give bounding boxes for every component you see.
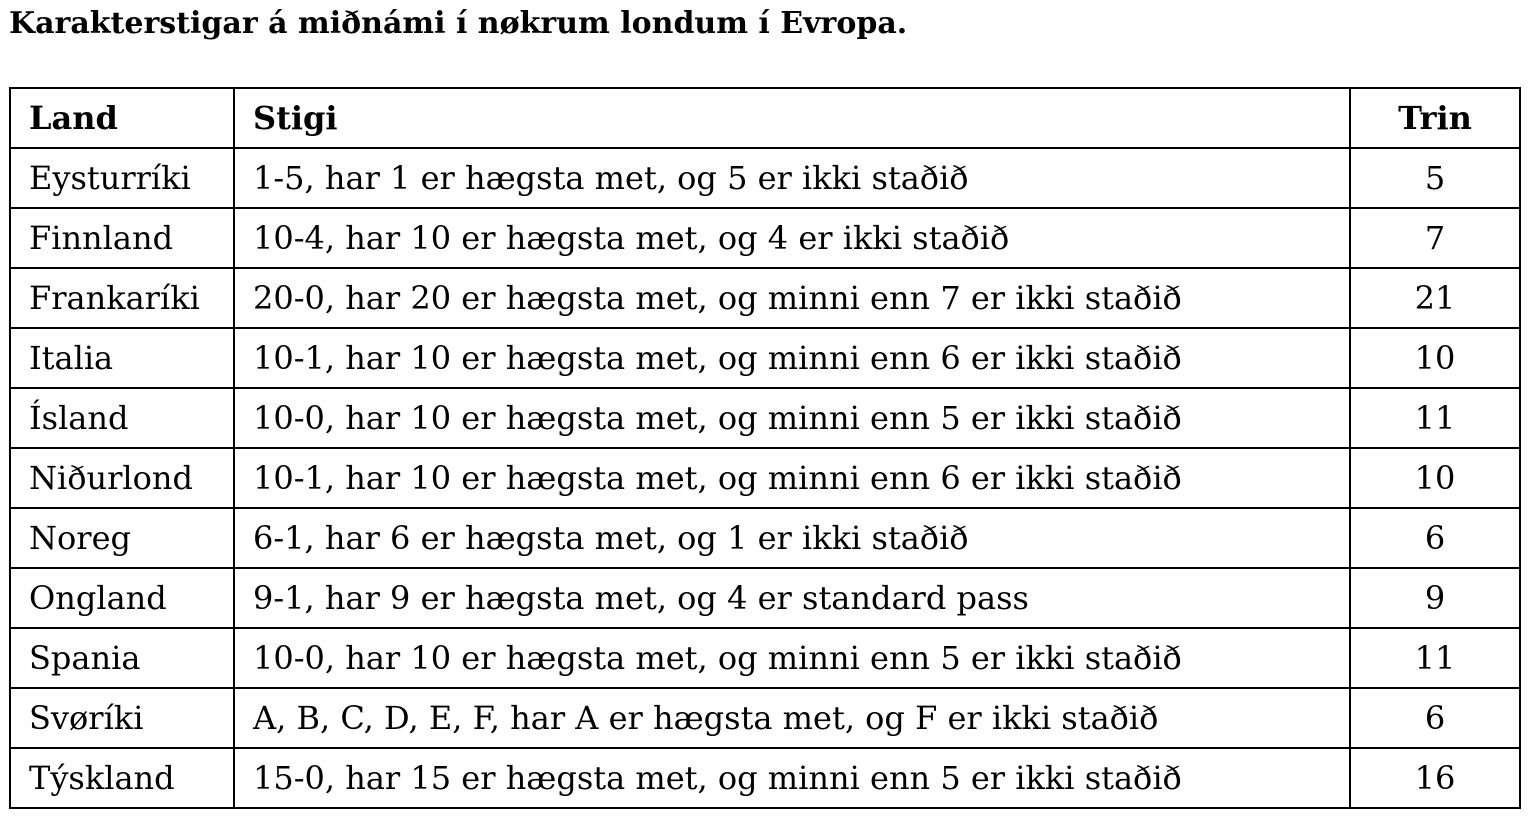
table-row bbox=[10, 268, 1520, 328]
cell-trin: 10 bbox=[1350, 448, 1520, 508]
header-land: Land bbox=[10, 88, 234, 148]
table-row bbox=[10, 508, 1520, 568]
table-row bbox=[10, 388, 1520, 448]
table-row bbox=[10, 568, 1520, 628]
table-header bbox=[10, 88, 1520, 148]
cell-trin: 11 bbox=[1350, 628, 1520, 688]
table-row bbox=[10, 688, 1520, 748]
header-stigi: Stigi bbox=[234, 88, 1350, 148]
table-row bbox=[10, 328, 1520, 388]
header-trin: Trin bbox=[1350, 88, 1520, 148]
cell-trin: 9 bbox=[1350, 568, 1520, 628]
table-row bbox=[10, 208, 1520, 268]
cell-stigi: 20-0, har 20 er hægsta met, og minni enn 7 er ikki staðið bbox=[234, 268, 1350, 328]
table-row bbox=[10, 448, 1520, 508]
cell-land: Spania bbox=[10, 628, 234, 688]
cell-stigi: 10-0, har 10 er hægsta met, og minni enn 5 er ikki staðið bbox=[234, 628, 1350, 688]
cell-stigi: 10-1, har 10 er hægsta met, og minni enn 6 er ikki staðið bbox=[234, 328, 1350, 388]
cell-trin: 21 bbox=[1350, 268, 1520, 328]
cell-land: Frankaríki bbox=[10, 268, 234, 328]
table-row bbox=[10, 628, 1520, 688]
cell-land: Finnland bbox=[10, 208, 234, 268]
cell-stigi: 10-4, har 10 er hægsta met, og 4 er ikki staðið bbox=[234, 208, 1350, 268]
cell-stigi: 15-0, har 15 er hægsta met, og minni enn 5 er ikki staðið bbox=[234, 748, 1350, 808]
cell-trin: 6 bbox=[1350, 688, 1520, 748]
cell-land: Italia bbox=[10, 328, 234, 388]
cell-trin: 5 bbox=[1350, 148, 1520, 208]
cell-trin: 11 bbox=[1350, 388, 1520, 448]
document-title: Karakterstigar á miðnámi í nøkrum londum í Evropa. bbox=[9, 6, 908, 41]
cell-land: Týskland bbox=[10, 748, 234, 808]
table-body bbox=[10, 148, 1520, 808]
cell-trin: 10 bbox=[1350, 328, 1520, 388]
header-row bbox=[10, 88, 1520, 148]
cell-trin: 6 bbox=[1350, 508, 1520, 568]
cell-stigi: 6-1, har 6 er hægsta met, og 1 er ikki staðið bbox=[234, 508, 1350, 568]
cell-land: Ongland bbox=[10, 568, 234, 628]
cell-stigi: A, B, C, D, E, F, har A er hægsta met, og F er ikki staðið bbox=[234, 688, 1350, 748]
cell-trin: 16 bbox=[1350, 748, 1520, 808]
cell-stigi: 10-1, har 10 er hægsta met, og minni enn 6 er ikki staðið bbox=[234, 448, 1350, 508]
table-row bbox=[10, 148, 1520, 208]
cell-stigi: 1-5, har 1 er hægsta met, og 5 er ikki staðið bbox=[234, 148, 1350, 208]
cell-trin: 7 bbox=[1350, 208, 1520, 268]
grade-scales-table bbox=[9, 87, 1521, 809]
cell-land: Niðurlond bbox=[10, 448, 234, 508]
cell-land: Noreg bbox=[10, 508, 234, 568]
cell-land: Ísland bbox=[10, 388, 234, 448]
cell-land: Eysturríki bbox=[10, 148, 234, 208]
cell-land: Svøríki bbox=[10, 688, 234, 748]
cell-stigi: 9-1, har 9 er hægsta met, og 4 er standard pass bbox=[234, 568, 1350, 628]
cell-stigi: 10-0, har 10 er hægsta met, og minni enn 5 er ikki staðið bbox=[234, 388, 1350, 448]
table-row bbox=[10, 748, 1520, 808]
